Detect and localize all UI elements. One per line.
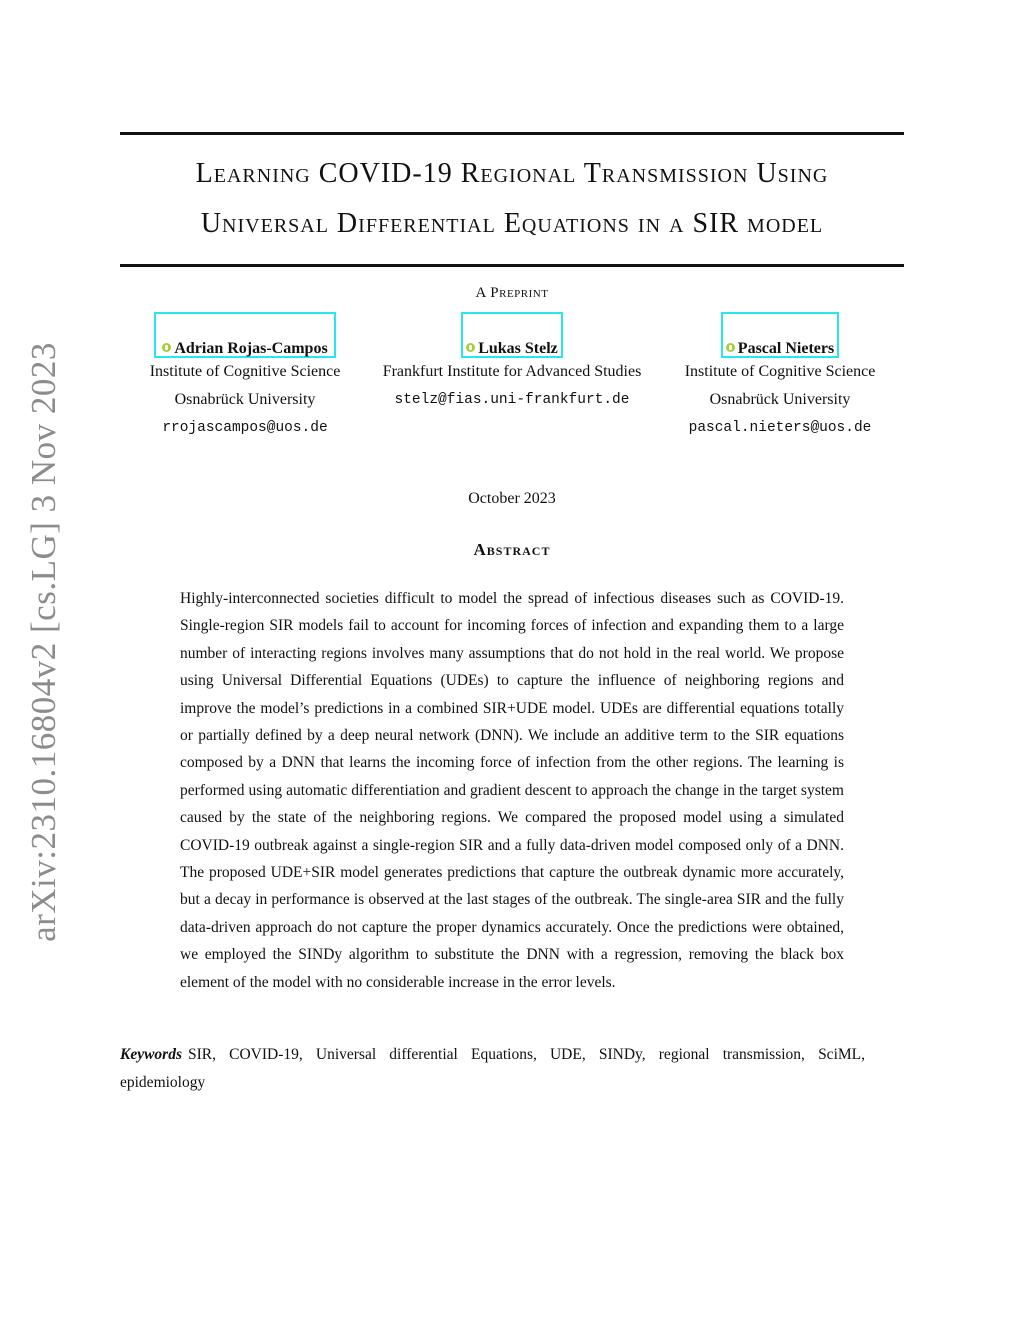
abstract-heading: Abstract: [473, 540, 551, 559]
title-bottom-rule: [120, 264, 904, 267]
paper-title-line-2: Universal Differential Equations in a SIR model: [200, 208, 824, 239]
keywords-label: Keywords: [120, 1046, 182, 1063]
author-name-link[interactable]: [461, 312, 563, 358]
author-affiliation: Institute of Cognitive Science: [684, 363, 876, 380]
author-block-1: [120, 312, 370, 442]
author-block-2: [370, 312, 654, 414]
author-email: pascal.nieters@uos.de: [688, 420, 872, 436]
author-name: Lukas Stelz: [478, 340, 558, 357]
orcid-icon[interactable]: [466, 343, 475, 352]
author-name: Pascal Nieters: [737, 340, 835, 357]
title-top-rule: [120, 132, 904, 135]
author-institution: Osnabrück University: [709, 391, 851, 408]
keywords-text: SIR, COVID-19, Universal differential Equations, UDE, SINDy, regional transmission, SciML, epidemiology: [120, 1046, 865, 1091]
arxiv-identifier: arXiv:2310.16804v2 [cs.LG] 3 Nov 2023: [24, 342, 63, 942]
orcid-icon[interactable]: [726, 343, 735, 352]
author-name: Adrian Rojas-Campos: [174, 340, 328, 357]
orcid-icon[interactable]: [162, 343, 171, 352]
author-block-3: [654, 312, 906, 442]
abstract-text: Highly-interconnected societies difficult to model the spread of infectious diseases such as COVID-19. Single-region SIR models fail to account for incoming forces of infection and expanding them to a large number of interacting regions involves many assumptions that do not hold in the real world. We propose using Universal Differential Equations (UDEs) to capture the influence of neighboring regions and improve the model’s predictions in a combined SIR+UDE model. UDEs are differential equations totally or partially defined by a deep neural network (DNN). We include an additive term to the SIR equations composed by a DNN that learns the incoming force of infection from the other regions. The learning is performed using automatic differentiation and gradient descent to approach the change in the target system caused by the state of the neighboring regions. We compared the proposed model using a simulated COVID-19 outbreak against a single-region SIR and a fully data-driven model composed only of a DNN. The proposed UDE+SIR model generates predictions that capture the outbreak dynamic more accurately, but a decay in performance is observed at the last stages of the outbreak. The single-area SIR and the fully data-driven approach do not capture the proper dynamics accurately. Once the predictions were obtained, we employed the SINDy algorithm to substitute the DNN with a regression, removing the black box element of the model with no considerable increase in the error levels.: [180, 590, 844, 991]
paper-title-line-1: Learning COVID-19 Regional Transmission Using: [195, 158, 829, 189]
author-institution: Osnabrück University: [174, 391, 316, 408]
author-email: stelz@fias.uni-frankfurt.de: [394, 392, 630, 408]
author-affiliation: Frankfurt Institute for Advanced Studies: [382, 363, 642, 380]
preprint-label: A Preprint: [475, 285, 549, 301]
keywords-paragraph: [120, 1041, 865, 1097]
author-email: rrojascampos@uos.de: [162, 420, 328, 436]
author-name-link[interactable]: [154, 312, 336, 358]
author-name-link[interactable]: [721, 312, 839, 358]
author-affiliation: Institute of Cognitive Science: [149, 363, 341, 380]
publication-date: October 2023: [468, 490, 556, 507]
